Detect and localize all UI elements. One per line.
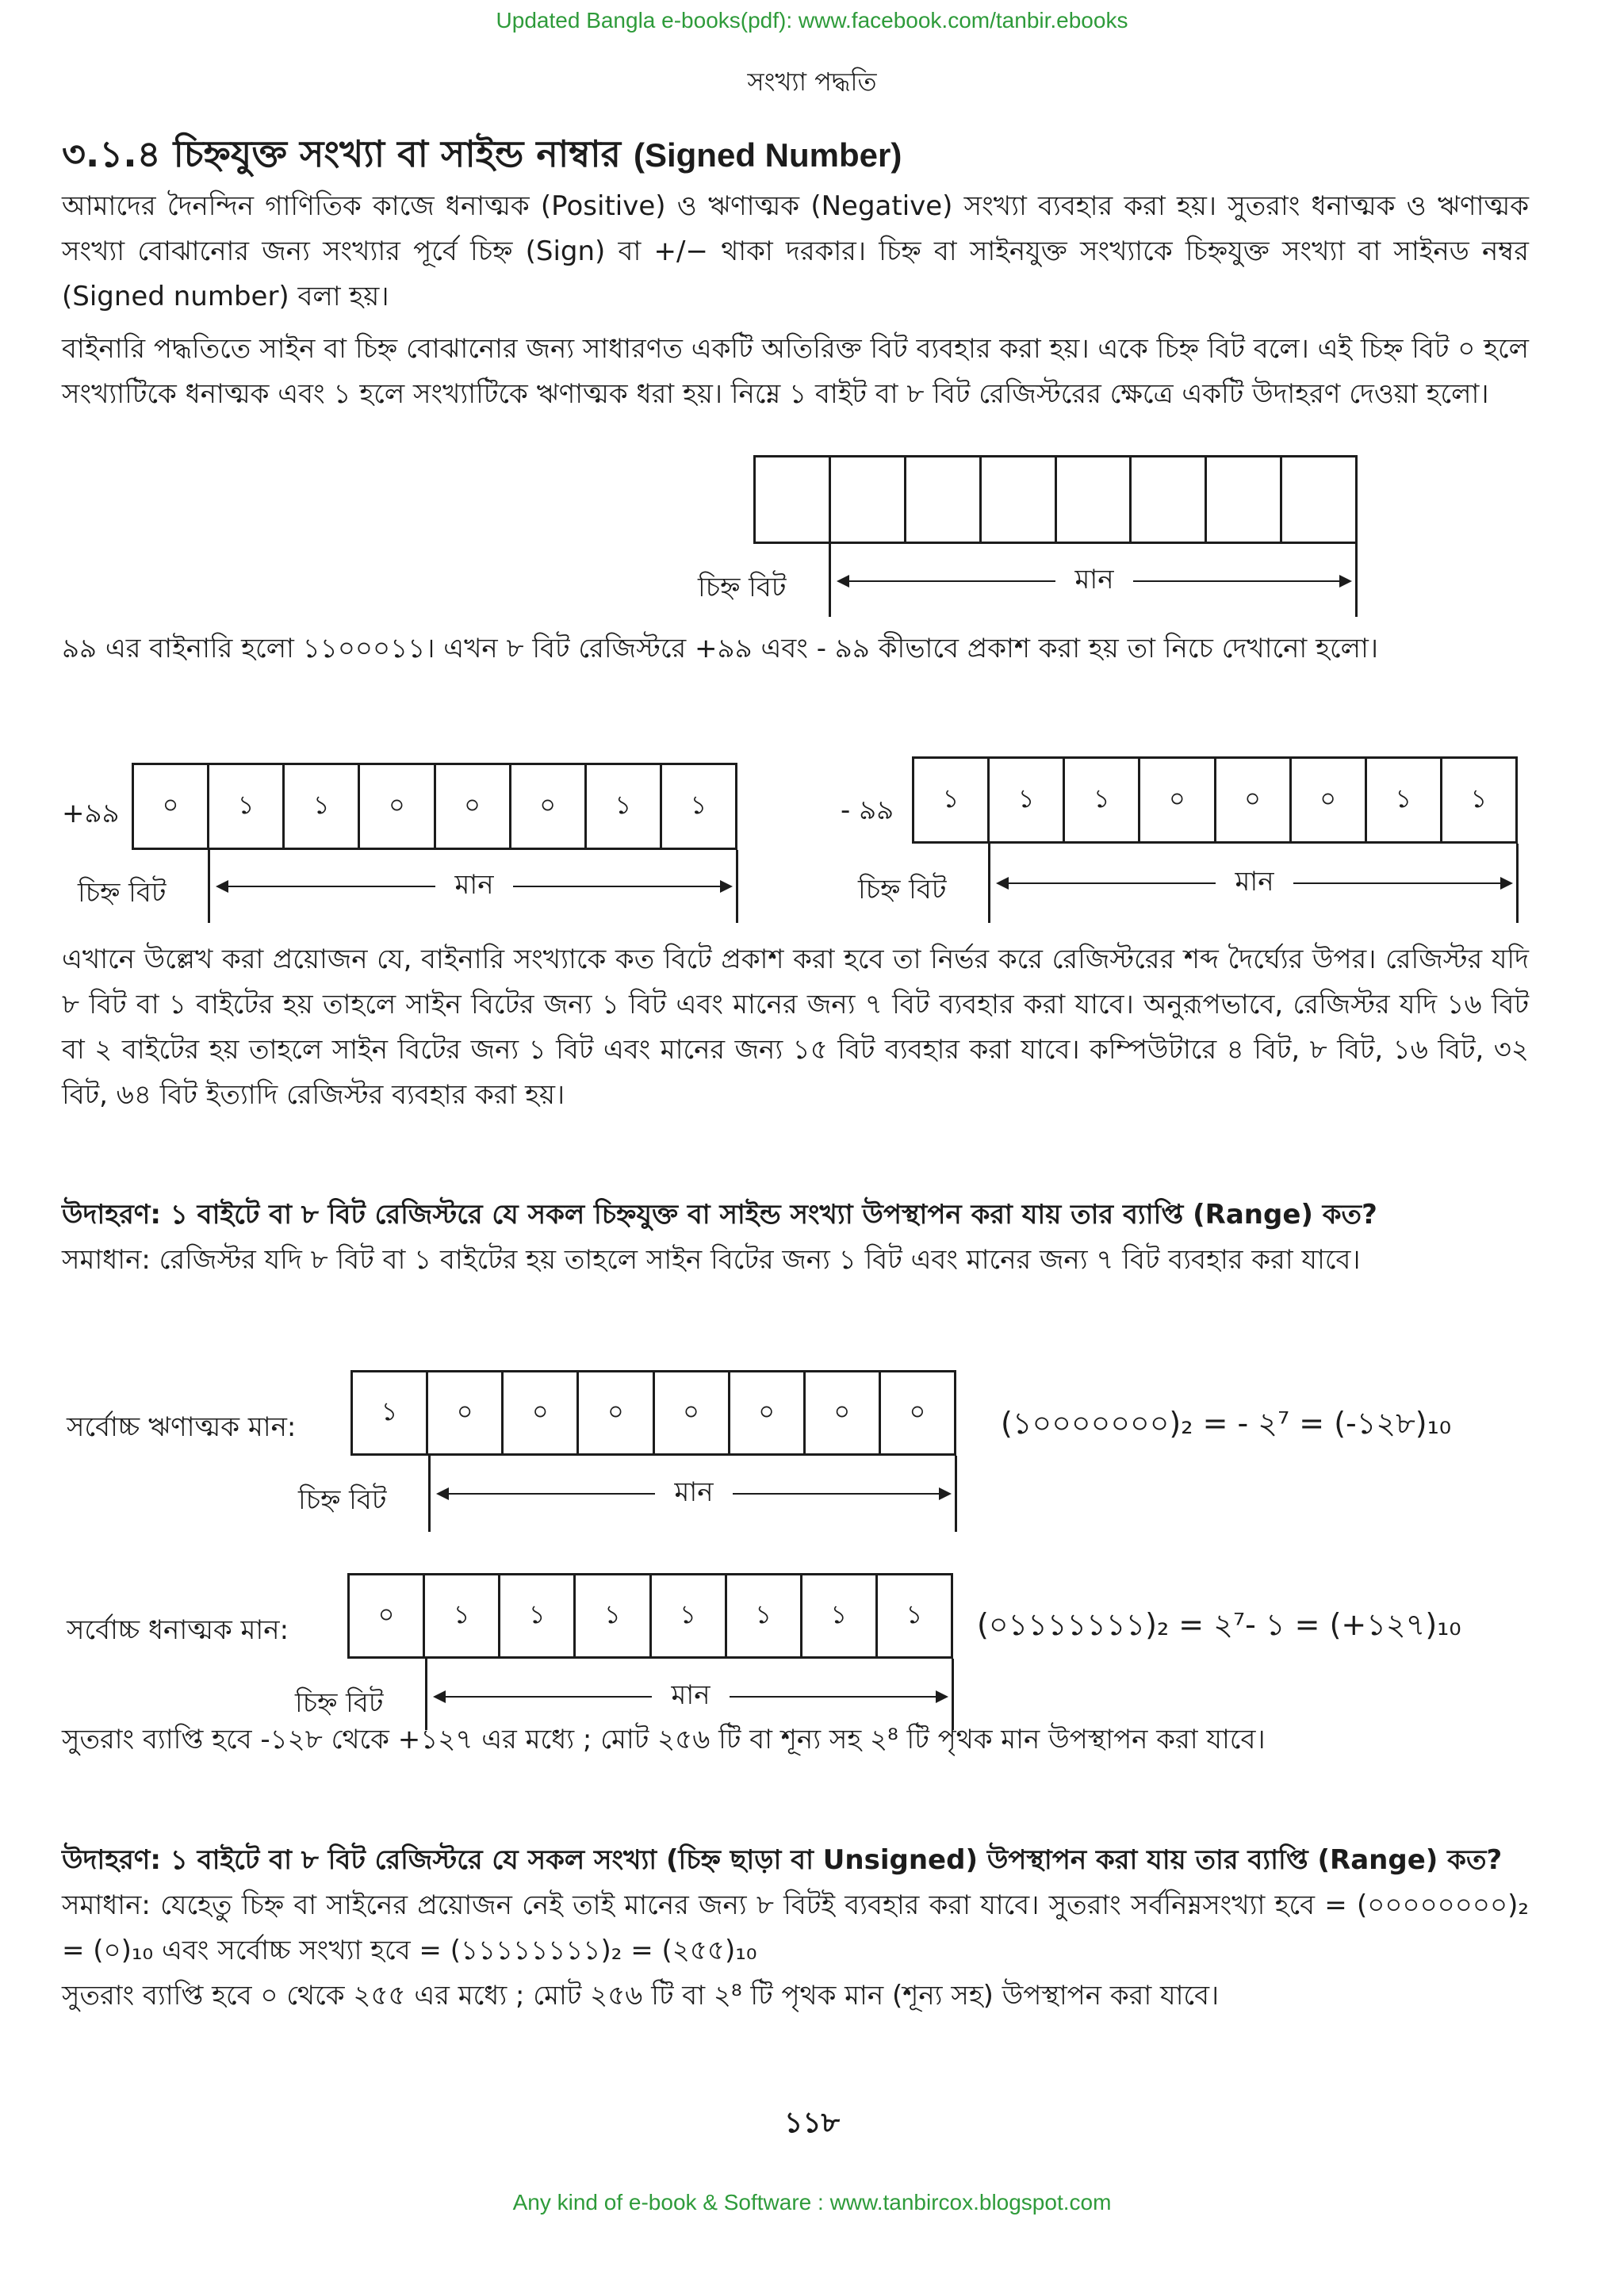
para4-text: এখানে উল্লেখ করা প্রয়োজন যে, বাইনারি সংখ্যাকে কত বিটে প্রকাশ করা হবে তা নির্ভর করে রেজিস্টরের শব্দ দৈর্ঘ্যের উপর। রেজিস্টর যদি ৮ বিট বা ১ বাইটের হয় তাহলে সাইন বিটের জন্য ১ বিট এবং মানের জন্য ৭ বিট ব্যবহার করা যাবে। অনুরূপভাবে, রেজিস্টর যদি ১৬ বিট বা ২ বাইটের হয় তাহলে সাইন বিটের জন্য ১ বিট এবং মানের জন্য ১৫ বিট ব্যবহার করা যাবে। কম্পিউটারে ৪ বিট, ৮ বিট, ১৬ বিট, ৩২ বিট, ৬৪ বিট ইত্যাদি রেজিস্টর ব্যবহার করা হয়। bbox=[62, 944, 1529, 1111]
max-negative-label: সর্বোচ্চ ঋণাত্মক মান: bbox=[67, 1411, 297, 1443]
register-cell bbox=[982, 457, 1057, 542]
register-cell bbox=[906, 457, 982, 542]
bit-cell: ০ bbox=[806, 1372, 881, 1453]
value-label: মান bbox=[454, 868, 494, 901]
register-cell bbox=[756, 457, 831, 542]
sign-bit-label: চিহ্ন বিট bbox=[295, 1687, 384, 1719]
paragraph-1 bbox=[62, 184, 1529, 320]
arrow-right-head bbox=[939, 1487, 952, 1500]
bit-cell: ০ bbox=[428, 1372, 504, 1453]
example2-question: উদাহরণ: ১ বাইটে বা ৮ বিট রেজিস্টরে যে সকল সংখ্যা (চিহ্ন ছাড়া বা Unsigned) উপস্থাপন করা যায় তার ব্যাপ্তি (Range) কত? bbox=[62, 1844, 1503, 1876]
bit-cell: ১ bbox=[914, 759, 990, 841]
bit-cell: ১ bbox=[727, 1575, 802, 1656]
bit-cell: ০ bbox=[1216, 759, 1292, 841]
bit-cell: ০ bbox=[655, 1372, 730, 1453]
value-end-divider bbox=[736, 850, 738, 923]
arrow-right-head bbox=[936, 1690, 948, 1703]
bit-cell: ০ bbox=[579, 1372, 654, 1453]
max-negative-formula: (১০০০০০০০)₂ = - ২⁷ = (-১২৮)₁₀ bbox=[1001, 1406, 1452, 1441]
para3-text: ৯৯ এর বাইনারি হলো ১১০০০১১। এখন ৮ বিট রেজিস্টরে +৯৯ এবং - ৯৯ কীভাবে প্রকাশ করা হয় তা নিচে দেখানো হলো। bbox=[62, 633, 1378, 664]
value-arrow bbox=[996, 867, 1513, 899]
max-positive-register bbox=[347, 1573, 953, 1659]
value-arrow bbox=[216, 868, 733, 902]
bit-cell: ১ bbox=[285, 765, 360, 848]
bit-cell: ০ bbox=[1292, 759, 1367, 841]
arrow-left-head bbox=[433, 1690, 446, 1703]
neg99-register bbox=[912, 756, 1518, 844]
bit-cell: ১ bbox=[652, 1575, 727, 1656]
bit-cell: ১ bbox=[990, 759, 1065, 841]
sign-bit-divider bbox=[988, 844, 990, 923]
bit-cell: ১ bbox=[353, 1372, 428, 1453]
sign-bit-label: চিহ্ন বিট bbox=[858, 874, 947, 905]
sign-bit-divider bbox=[208, 850, 210, 923]
register-cell bbox=[1207, 457, 1282, 542]
value-end-divider bbox=[1516, 844, 1519, 923]
register-cell bbox=[831, 457, 906, 542]
arrow-left-head bbox=[436, 1487, 449, 1500]
para1-text: আমাদের দৈনন্দিন গাণিতিক কাজে ধনাত্মক (Positive) ও ঋণাত্মক (Negative) সংখ্যা ব্যবহার করা হয়। সুতরাং ধনাত্মক ও ঋণাত্মক সংখ্যা বোঝানোর জন্য সংখ্যার পূর্বে চিহ্ন (Sign) বা +/− থাকা দরকার। চিহ্ন বা সাইনযুক্ত সংখ্যাকে চিহ্নযুক্ত সংখ্যা বা সাইনড নম্বর (Signed number) বলা হয়। bbox=[62, 190, 1529, 312]
value-arrow bbox=[837, 565, 1352, 597]
value-label: মান bbox=[1235, 865, 1274, 898]
arrow-left-head bbox=[216, 880, 228, 893]
page-number: ১১৮ bbox=[783, 2107, 841, 2139]
value-label: মান bbox=[674, 1476, 714, 1508]
example-2 bbox=[62, 1838, 1529, 2019]
sign-bit-divider bbox=[428, 1456, 431, 1532]
bit-cell: ১ bbox=[802, 1575, 878, 1656]
paragraph-3 bbox=[62, 626, 1529, 672]
running-head: সংখ্যা পদ্ধতি bbox=[747, 67, 877, 97]
value-label: মান bbox=[671, 1679, 710, 1711]
register-cell bbox=[1282, 457, 1355, 542]
bit-cell: ১ bbox=[500, 1575, 576, 1656]
arrow-left-head bbox=[837, 575, 849, 588]
bit-cell: ১ bbox=[587, 765, 662, 848]
sign-bit-label: চিহ্ন বিট bbox=[78, 877, 167, 909]
bit-cell: ১ bbox=[576, 1575, 651, 1656]
example-1 bbox=[62, 1192, 1529, 1283]
paragraph-4 bbox=[62, 937, 1529, 1118]
arrow-right-head bbox=[1339, 575, 1352, 588]
sign-bit-divider bbox=[829, 544, 831, 617]
header-link[interactable]: Updated Bangla e-books(pdf): www.facebook.com/tanbir.ebooks bbox=[496, 8, 1128, 33]
example2-solution: সমাধান: যেহেতু চিহ্ন বা সাইনের প্রয়োজন নেই তাই মানের জন্য ৮ বিটই ব্যবহার করা যাবে। সুতরাং সর্বনিম্নসংখ্যা হবে = (০০০০০০০০)₂ = (০)₁₀ এবং সর্বোচ্চ সংখ্যা হবে = (১১১১১১১১)₂ = (২৫৫)₁₀ bbox=[62, 1889, 1529, 1966]
value-arrow bbox=[436, 1478, 952, 1510]
bit-cell: ০ bbox=[511, 765, 587, 848]
register-cell bbox=[1057, 457, 1132, 542]
bit-cell: ১ bbox=[1367, 759, 1442, 841]
footer-link[interactable]: Any kind of e-book & Software : www.tanbircox.blogspot.com bbox=[512, 2190, 1112, 2214]
arrow-right-head bbox=[720, 880, 733, 893]
bit-cell: ০ bbox=[504, 1372, 579, 1453]
bit-cell: ১ bbox=[906, 1599, 923, 1629]
bit-cell: ০ bbox=[730, 1372, 806, 1453]
neg99-label: - ৯৯ bbox=[841, 794, 894, 826]
max-negative-register bbox=[350, 1370, 956, 1456]
paragraph-2 bbox=[62, 327, 1529, 417]
example1-conclusion bbox=[62, 1717, 1529, 1763]
arrow-right-head bbox=[1500, 877, 1513, 890]
value-end-divider bbox=[1355, 544, 1358, 617]
section-heading bbox=[62, 127, 1529, 187]
max-positive-label: সর্বোচ্চ ধনাত্মক মান: bbox=[67, 1614, 289, 1646]
value-arrow bbox=[433, 1681, 948, 1713]
section-number: ৩.১.৪ bbox=[62, 132, 161, 175]
example1-conclusion-text: সুতরাং ব্যাপ্তি হবে -১২৮ থেকে +১২৭ এর মধ্যে ; মোট ২৫৬ টি বা শূন্য সহ ২⁸ টি পৃথক মান উপস্থাপন করা যাবে। bbox=[62, 1724, 1266, 1755]
para2-text: বাইনারি পদ্ধতিতে সাইন বা চিহ্ন বোঝানোর জন্য সাধারণত একটি অতিরিক্ত বিট ব্যবহার করা হয়। একে চিহ্ন বিট বলে। এই চিহ্ন বিট ০ হলে সংখ্যাটিকে ধনাত্মক এবং ১ হলে সংখ্যাটিকে ঋণাত্মক ধরা হয়। নিম্নে ১ বাইট বা ৮ বিট রেজিস্টরের ক্ষেত্রে একটি উদাহরণ দেওয়া হলো। bbox=[62, 333, 1529, 410]
bit-cell: ১ bbox=[690, 790, 707, 820]
example1-question: উদাহরণ: ১ বাইটে বা ৮ বিট রেজিস্টরে যে সকল চিহ্নযুক্ত বা সাইন্ড সংখ্যা উপস্থাপন করা যায় তার ব্যাপ্তি (Range) কত? bbox=[62, 1199, 1377, 1231]
pos99-label: +৯৯ bbox=[62, 798, 120, 829]
sign-bit-label: চিহ্ন বিট bbox=[698, 572, 787, 603]
section-title-en: (Signed Number) bbox=[633, 136, 902, 174]
example1-solution: সমাধান: রেজিস্টর যদি ৮ বিট বা ১ বাইটের হয় তাহলে সাইন বিটের জন্য ১ বিট এবং মানের জন্য ৭ বিট ব্যবহার করা যাবে। bbox=[62, 1244, 1361, 1276]
bit-cell: ০ bbox=[360, 765, 435, 848]
section-title-bn: চিহ্নযুক্ত সংখ্যা বা সাইন্ড নাম্বার bbox=[173, 132, 621, 175]
bit-cell: ০ bbox=[1140, 759, 1216, 841]
example2-conclusion: সুতরাং ব্যাপ্তি হবে ০ থেকে ২৫৫ এর মধ্যে ; মোট ২৫৬ টি বা ২⁸ টি পৃথক মান (শূন্য সহ) উপস্থাপন করা যাবে। bbox=[62, 1980, 1220, 2012]
sign-bit-label: চিহ্ন বিট bbox=[298, 1484, 387, 1516]
arrow-left-head bbox=[996, 877, 1009, 890]
value-label: মান bbox=[1074, 563, 1114, 595]
bit-cell: ০ bbox=[134, 765, 209, 848]
bit-cell: ১ bbox=[425, 1575, 500, 1656]
bit-cell: ১ bbox=[1065, 759, 1140, 841]
bit-cell: ০ bbox=[436, 765, 511, 848]
max-positive-formula: (০১১১১১১১)₂ = ২⁷- ১ = (+১২৭)₁₀ bbox=[977, 1607, 1461, 1642]
value-end-divider bbox=[955, 1456, 957, 1532]
register-cell bbox=[1132, 457, 1207, 542]
bit-cell: ১ bbox=[1470, 783, 1488, 813]
bit-cell: ০ bbox=[350, 1575, 425, 1656]
bit-cell: ১ bbox=[209, 765, 285, 848]
empty-register bbox=[753, 455, 1358, 544]
pos99-register bbox=[132, 763, 737, 850]
bit-cell: ০ bbox=[909, 1396, 926, 1426]
